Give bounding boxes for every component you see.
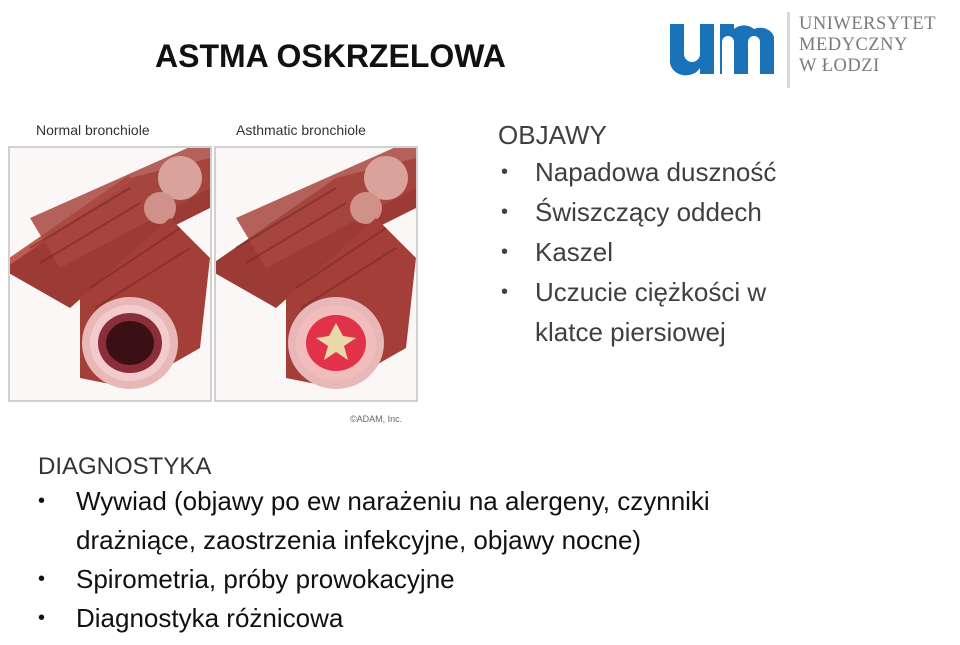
list-item (38, 560, 948, 599)
diagnostic-text: Wywiad (objawy po ew narażeniu na alergeny, czynniki drażniące, zaostrzenia infekcyjne, objawy nocne) (76, 486, 710, 555)
symptom-text: Napadowa duszność (535, 157, 777, 187)
diagnostics-section (38, 452, 948, 638)
bullet-icon: • (501, 281, 509, 303)
list-item (498, 152, 958, 192)
diagnostic-text: Spirometria, próby prowokacyjne (76, 564, 455, 594)
logo-line-1: UNIWERSYTET (799, 14, 937, 34)
bullet-icon: • (38, 568, 46, 590)
symptom-text: Uczucie ciężkości w klatce piersiowej (535, 277, 767, 347)
symptoms-section (498, 118, 958, 352)
diagnostics-heading: DIAGNOSTYKA (38, 453, 212, 480)
bullet-icon: • (38, 490, 46, 512)
list-item (38, 482, 836, 560)
bullet-icon: • (38, 607, 46, 629)
diagnostics-list (38, 482, 948, 638)
bullet-icon: • (501, 241, 509, 263)
bullet-icon: • (501, 161, 509, 183)
symptom-text: Kaszel (535, 237, 614, 267)
logo-line-2: MEDYCZNY (799, 35, 908, 55)
university-logo (668, 10, 958, 90)
symptoms-heading: OBJAWY (498, 120, 607, 150)
diagnostic-text: Diagnostyka różnicowa (76, 603, 344, 633)
normal-bronchiole-image (8, 146, 212, 402)
label-normal-bronchiole: Normal bronchiole (36, 122, 150, 138)
logo-line-3: W ŁODZI (799, 56, 880, 76)
asthmatic-bronchiole-image (214, 146, 418, 402)
list-item (38, 599, 948, 638)
slide-title: ASTMA OSKRZELOWA (155, 38, 506, 74)
bullet-icon: • (501, 201, 509, 223)
symptom-text: Świszczący oddech (535, 197, 762, 227)
list-item (498, 192, 958, 232)
copyright-notice: ©ADAM, Inc. (350, 414, 403, 424)
logo-text (799, 14, 936, 77)
symptoms-list (498, 152, 958, 352)
list-item (498, 232, 958, 272)
bronchiole-illustration (6, 120, 416, 430)
list-item (498, 272, 815, 352)
logo-separator (787, 12, 790, 88)
label-asthmatic-bronchiole: Asthmatic bronchiole (236, 122, 366, 138)
um-logo-mark (668, 20, 776, 78)
